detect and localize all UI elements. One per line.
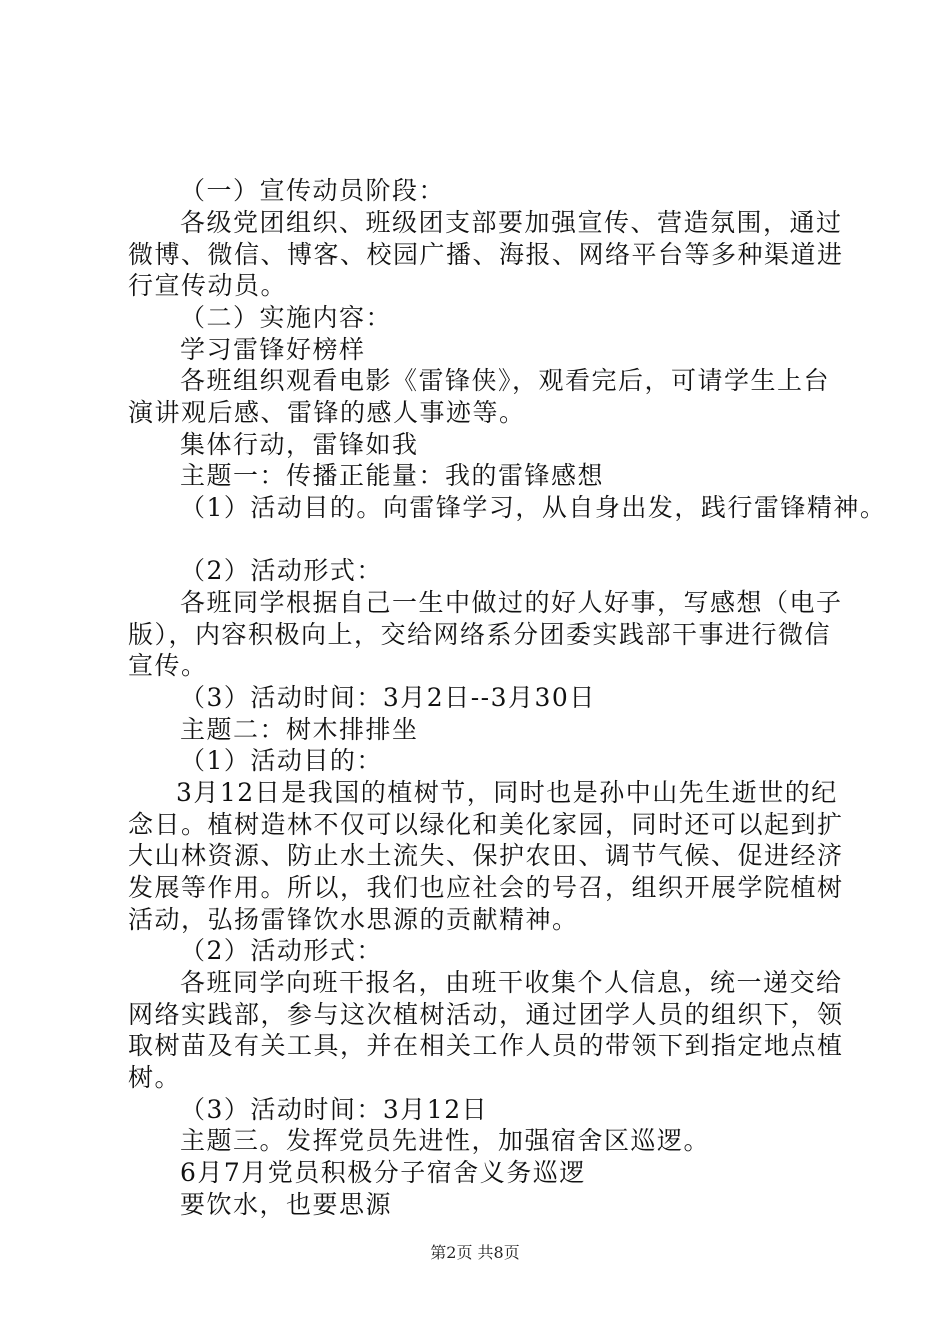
- paragraph-line: 集体行动，雷锋如我: [180, 430, 419, 459]
- paragraph-line: （1）活动目的。向雷锋学习，从自身出发，践行雷锋精神。: [180, 493, 887, 522]
- paragraph-line: 宣传。: [128, 651, 208, 680]
- section-heading-implementation: （二）实施内容：: [180, 303, 393, 332]
- paragraph-line: 6月7月党员积极分子宿舍义务巡逻: [180, 1158, 586, 1187]
- paragraph-line: 演讲观后感、雷锋的感人事迹等。: [128, 398, 526, 427]
- paragraph-line: 取树苗及有关工具，并在相关工作人员的带领下到指定地点植: [128, 1031, 844, 1060]
- paragraph-line: 活动，弘扬雷锋饮水思源的贡献精神。: [128, 905, 579, 934]
- paragraph-line: 树。: [128, 1063, 182, 1092]
- paragraph-line: （1）活动目的：: [180, 746, 383, 775]
- theme-one-heading: 主题一：传播正能量：我的雷锋感想: [180, 461, 605, 490]
- paragraph-line: （2）活动形式：: [180, 936, 383, 965]
- paragraph-line: （3）活动时间：3月2日--3月30日: [180, 683, 596, 712]
- paragraph-line: 微博、微信、博客、校园广播、海报、网络平台等多种渠道进: [128, 240, 844, 269]
- paragraph-line: 网络实践部，参与这次植树活动，通过团学人员的组织下，领: [128, 1000, 844, 1029]
- paragraph-line: 各班组织观看电影《雷锋侠》，观看完后，可请学生上台: [180, 366, 831, 395]
- paragraph-line: 发展等作用。所以，我们也应社会的号召，组织开展学院植树: [128, 873, 844, 902]
- paragraph-line: 各班同学根据自己一生中做过的好人好事，写感想（电子: [180, 588, 843, 617]
- paragraph-line: （3）活动时间：3月12日: [180, 1095, 489, 1124]
- paragraph-line: 行宣传动员。: [128, 271, 288, 300]
- paragraph-line: 大山林资源、防止水土流失、保护农田、调节气候、促进经济: [128, 841, 844, 870]
- theme-three-heading: 主题三。发挥党员先进性，加强宿舍区巡逻。: [180, 1126, 711, 1155]
- paragraph-line: （2）活动形式：: [180, 556, 383, 585]
- paragraph-line: 各级党团组织、班级团支部要加强宣传、营造氛围，通过: [180, 208, 843, 237]
- theme-two-heading: 主题二：树木排排坐: [180, 715, 419, 744]
- paragraph-line: 学习雷锋好榜样: [180, 335, 366, 364]
- paragraph-line: 要饮水，也要思源: [180, 1190, 393, 1219]
- paragraph-line: 3月12日是我国的植树节，同时也是孙中山先生逝世的纪: [176, 778, 838, 807]
- page-footer: 第2页 共8页: [430, 1243, 520, 1262]
- paragraph-line: 念日。植树造林不仅可以绿化和美化家园，同时还可以起到扩: [128, 810, 844, 839]
- paragraph-line: 各班同学向班干报名，由班干收集个人信息，统一递交给: [180, 968, 843, 997]
- paragraph-line: 版），内容积极向上，交给网络系分团委实践部干事进行微信: [128, 620, 832, 649]
- section-heading-publicity: （一）宣传动员阶段：: [180, 176, 446, 205]
